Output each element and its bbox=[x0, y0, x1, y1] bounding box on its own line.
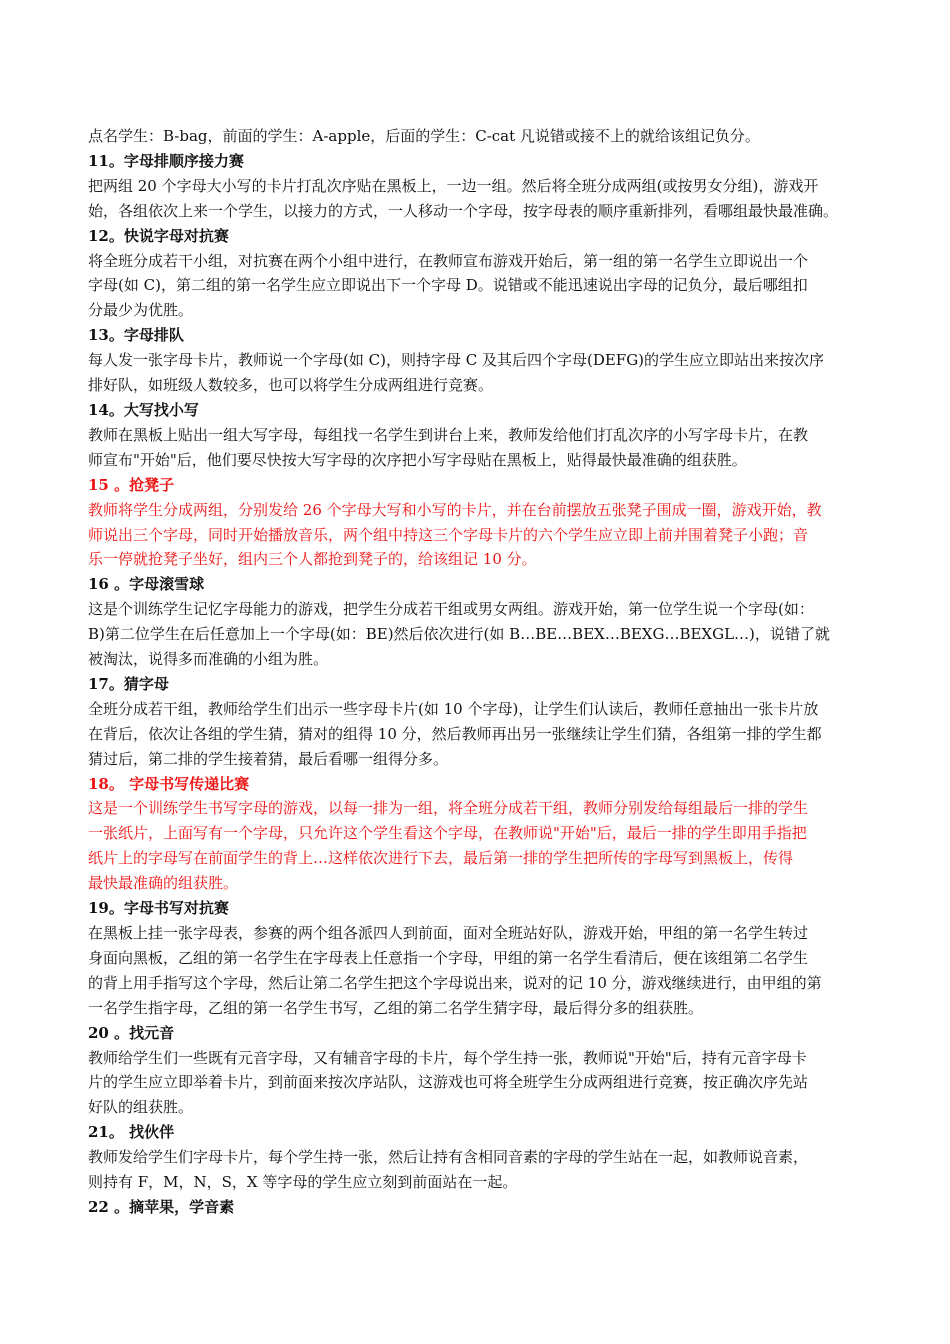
paragraph-line: 最快最准确的组获胜。 bbox=[88, 874, 239, 893]
paragraph-line: 在黑板上挂一张字母表，参赛的两个组各派四人到前面，面对全班站好队，游戏开始，甲组的第一名学生转过 bbox=[88, 924, 809, 942]
paragraph-line: 师说出三个字母，同时开始播放音乐，两个组中持这三个字母卡片的六个学生应立即上前并围着凳子小跑；音 bbox=[88, 525, 809, 544]
paragraph-line: 全班分成若干组，教师给学生们出示一些字母卡片(如 10 个字母)，让学生们认读后，教师任意抽出一张卡片放 bbox=[88, 699, 819, 718]
paragraph-line: 在背后，依次让各组的学生猜，猜对的组得 10 分，然后教师再出另一张继续让学生们猜，各组第一排的学生都 bbox=[88, 724, 822, 743]
section-heading: 13。字母排队 bbox=[88, 326, 184, 345]
section-heading: 18。 字母书写传递比赛 bbox=[88, 774, 250, 793]
paragraph-line: 乐一停就抢凳子坐好，组内三个人都抢到凳子的，给该组记 10 分。 bbox=[88, 550, 537, 569]
section-heading: 21。 找伙伴 bbox=[88, 1123, 175, 1142]
section-heading: 12。快说字母对抗赛 bbox=[88, 226, 229, 245]
paragraph-line: 一名学生指字母，乙组的第一名学生书写，乙组的第二名学生猜字母，最后得分多的组获胜。 bbox=[88, 998, 704, 1017]
section-heading: 16 。字母滚雪球 bbox=[88, 575, 205, 594]
paragraph-line: 点名学生：B-bag，前面的学生：A-apple，后面的学生：C-cat 凡说错或接不上的就给该组记负分。 bbox=[88, 127, 760, 145]
section-heading: 11。字母排顺序接力赛 bbox=[88, 151, 244, 170]
paragraph-line: 好队的组获胜。 bbox=[88, 1098, 194, 1117]
paragraph-line: 一张纸片，上面写有一个字母，只允许这个学生看这个字母，在教师说"开始"后，最后一排的学生即用手指把 bbox=[88, 824, 807, 843]
paragraph-line: 字母(如 C)，第二组的第一名学生应立即说出下一个字母 D。说错或不能迅速说出字母的记负分，最后哪组扣 bbox=[88, 276, 808, 295]
paragraph-line: 这是一个训练学生书写字母的游戏，以每一排为一组，将全班分成若干组，教师分别发给每组最后一排的学生 bbox=[88, 799, 809, 818]
paragraph-line: 教师给学生们一些既有元音字母，又有辅音字母的卡片，每个学生持一张，教师说"开始"后，持有元音字母卡 bbox=[88, 1048, 807, 1067]
paragraph-line: 每人发一张字母卡片，教师说一个字母(如 C)，则持字母 C 及其后四个字母(DEFG)的学生应立即站出来按次序 bbox=[88, 351, 825, 370]
paragraph-line: 片的学生应立即举着卡片，到前面来按次序站队，这游戏也可将全班学生分成两组进行竞赛，按正确次序先站 bbox=[88, 1073, 809, 1092]
section-heading: 19。字母书写对抗赛 bbox=[88, 899, 229, 918]
paragraph-line: 纸片上的字母写在前面学生的背上…这样依次进行下去，最后第一排的学生把所传的字母写到黑板上，传得 bbox=[88, 849, 794, 868]
paragraph-line: 分最少为优胜。 bbox=[88, 301, 194, 320]
paragraph-line: B)第二位学生在后任意加上一个字母(如：BE)然后依次进行(如 B…BE…BEX…BEXG…BEXGL…)，说错了就 bbox=[88, 625, 830, 644]
paragraph-line: 教师将学生分成两组，分别发给 26 个字母大写和小写的卡片，并在台前摆放五张凳子围成一圈，游戏开始，教 bbox=[88, 500, 822, 519]
paragraph-line: 将全班分成若干小组，对抗赛在两个小组中进行，在教师宣布游戏开始后，第一组的第一名学生立即说出一个 bbox=[88, 251, 809, 270]
paragraph-line: 的背上用手指写这个字母，然后让第二名学生把这个字母说出来，说对的记 10 分，游戏继续进行，由甲组的第 bbox=[88, 973, 822, 992]
section-heading: 17。猜字母 bbox=[88, 674, 169, 693]
section-heading: 20 。找元音 bbox=[88, 1023, 175, 1042]
paragraph-line: 身面向黑板，乙组的第一名学生在字母表上任意指一个字母，甲组的第一名学生看清后，便在该组第二名学生 bbox=[88, 948, 809, 967]
section-heading: 22 。摘苹果，学音素 bbox=[88, 1197, 235, 1216]
paragraph-line: 把两组 20 个字母大小写的卡片打乱次序贴在黑板上，一边一组。然后将全班分成两组(或按男女分组)，游戏开 bbox=[88, 176, 819, 195]
paragraph-line: 教师发给学生们字母卡片，每个学生持一张，然后让持有含相同音素的字母的学生站在一起，如教师说音素， bbox=[88, 1148, 809, 1167]
paragraph-line: 教师在黑板上贴出一组大写字母，每组找一名学生到讲台上来，教师发给他们打乱次序的小写字母卡片，在教 bbox=[88, 425, 809, 444]
paragraph-line: 则持有 F，M，N，S，X 等字母的学生应立刻到前面站在一起。 bbox=[88, 1173, 518, 1192]
paragraph-line: 始，各组依次上来一个学生，以接力的方式，一人移动一个字母，按字母表的顺序重新排列，看哪组最快最准确。 bbox=[88, 201, 839, 220]
paragraph-line: 猜过后，第二排的学生接着猜，最后看哪一组得分多。 bbox=[88, 749, 449, 768]
paragraph-line: 被淘汰，说得多而准确的小组为胜。 bbox=[88, 650, 329, 669]
paragraph-line: 这是个训练学生记忆字母能力的游戏，把学生分成若干组或男女两组。游戏开始，第一位学生说一个字母(如： bbox=[88, 600, 814, 619]
paragraph-line: 排好队，如班级人数较多，也可以将学生分成两组进行竞赛。 bbox=[88, 376, 494, 395]
section-heading: 15 。抢凳子 bbox=[88, 475, 175, 494]
section-heading: 14。大写找小写 bbox=[88, 400, 199, 419]
document-body bbox=[88, 124, 878, 1220]
paragraph-line: 师宣布"开始"后，他们要尽快按大写字母的次序把小写字母贴在黑板上，贴得最快最准确的组获胜。 bbox=[88, 450, 747, 469]
